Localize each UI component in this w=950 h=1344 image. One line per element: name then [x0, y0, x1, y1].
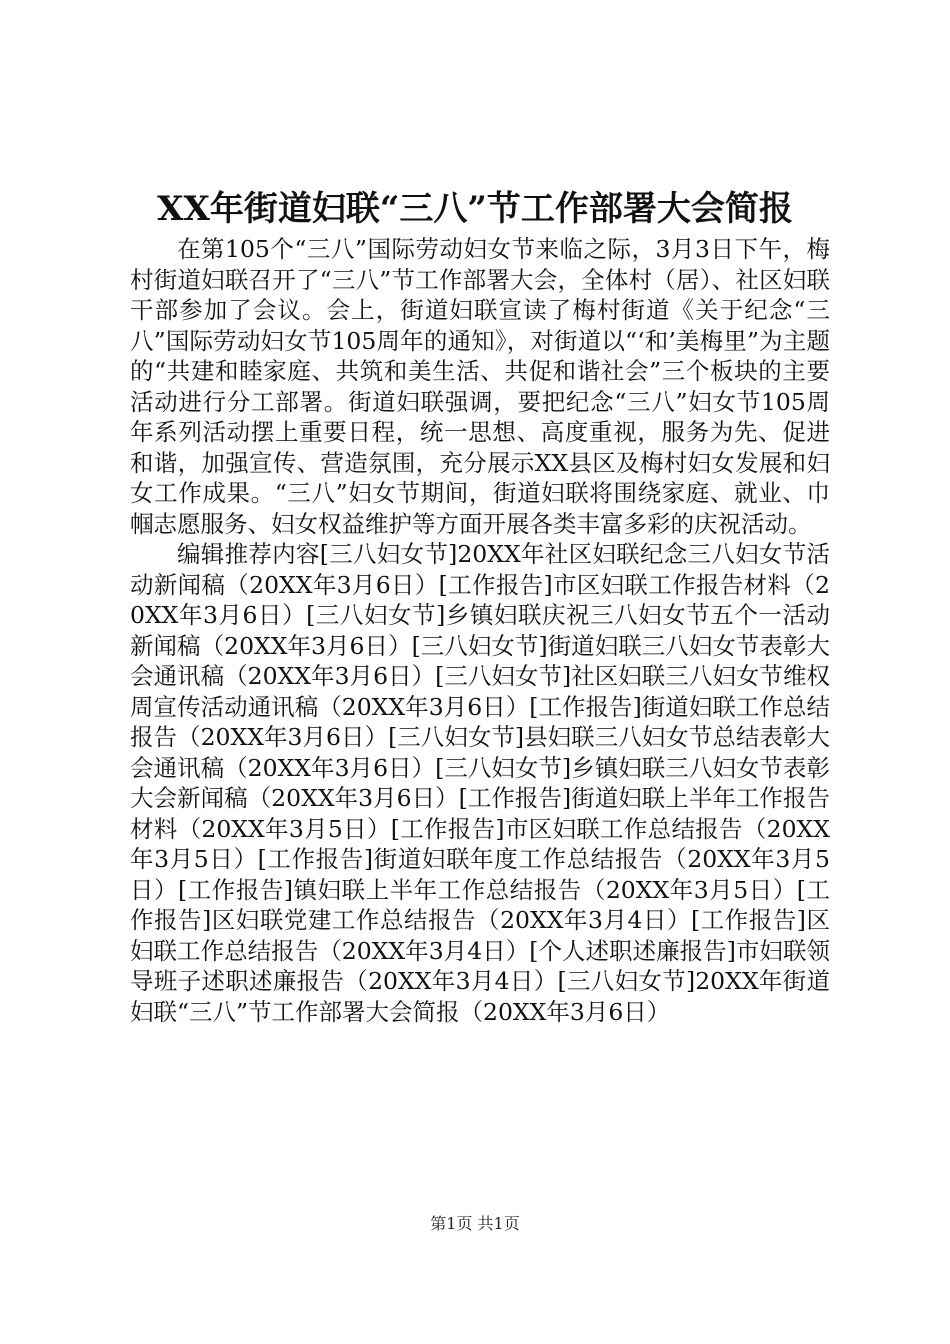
- paragraph-meeting-summary: 在第105个“三八”国际劳动妇女节来临之际，3月3日下午，梅村街道妇联召开了“三八”节工作部署大会，全体村（居）、社区妇联干部参加了会议。会上，街道妇联宣读了梅村街道《关于纪念“三八”国际劳动妇女节105周年的通知》，对街道以“‘和’美梅里”为主题的“共建和睦家庭、共筑和美生活、共促和谐社会”三个板块的主要活动进行分工部署。街道妇联强调，要把纪念“三八”妇女节105周年系列活动摆上重要日程，统一思想、高度重视，服务为先、促进和谐，加强宣传、营造氛围，充分展示XX县区及梅村妇女发展和妇女工作成果。“三八”妇女节期间，街道妇联将围绕家庭、就业、巾帼志愿服务、妇女权益维护等方面开展各类丰富多彩的庆祝活动。: [130, 235, 830, 538]
- document-title: XX年街道妇联“三八”节工作部署大会简报: [157, 189, 793, 229]
- document-body: [130, 234, 830, 1027]
- paragraph-recommended-content: 编辑推荐内容[三八妇女节]20XX年社区妇联纪念三八妇女节活动新闻稿（20XX年3月6日）[工作报告]市区妇联工作报告材料（20XX年3月6日）[三八妇女节]乡镇妇联庆祝三八妇女节五个一活动新闻稿（20XX年3月6日）[三八妇女节]街道妇联三八妇女节表彰大会通讯稿（20XX年3月6日）[三八妇女节]社区妇联三八妇女节维权周宣传活动通讯稿（20XX年3月6日）[工作报告]街道妇联工作总结报告（20XX年3月6日）[三八妇女节]县妇联三八妇女节总结表彰大会通讯稿（20XX年3月6日）[三八妇女节]乡镇妇联三八妇女节表彰大会新闻稿（20XX年3月6日）[工作报告]街道妇联上半年工作报告材料（20XX年3月5日）[工作报告]市区妇联工作总结报告（20XX年3月5日）[工作报告]街道妇联年度工作总结报告（20XX年3月5日）[工作报告]镇妇联上半年工作总结报告（20XX年3月5日）[工作报告]区妇联党建工作总结报告（20XX年3月4日）[工作报告]区妇联工作总结报告（20XX年3月4日）[个人述职述廉报告]市妇联领导班子述职述廉报告（20XX年3月4日）[三八妇女节]20XX年街道妇联“三八”节工作部署大会简报（20XX年3月6日）: [130, 540, 830, 1026]
- page-number-footer: 第1页 共1页: [430, 1214, 520, 1233]
